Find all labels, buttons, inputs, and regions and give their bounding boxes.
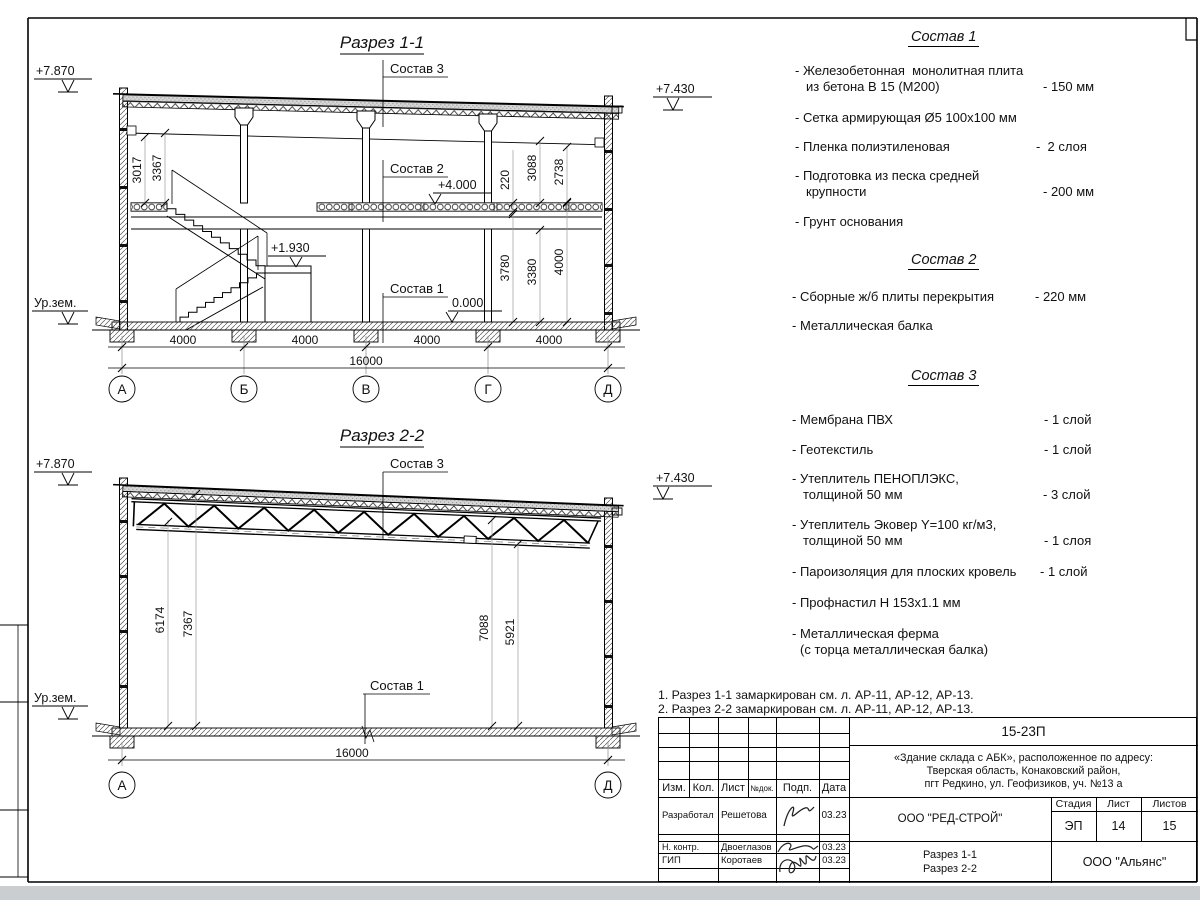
comp1-title: Состав 1 <box>908 29 979 47</box>
tb-project-line1: «Здание склада с АБК», расположенное по адресу: <box>893 751 1154 764</box>
dim-ticks <box>141 129 571 326</box>
elev-4000: +4.000 <box>438 178 477 192</box>
tb-sheets-value: 15 <box>1162 819 1177 833</box>
comp-value: - 150 мм <box>1043 79 1095 94</box>
elev-7430-s1: +7.430 <box>656 82 695 96</box>
comp-item: толщиной 50 мм <box>803 533 903 548</box>
comp-item: - Металлическая балка <box>792 318 933 333</box>
elev-7870-s2: +7.870 <box>36 457 75 471</box>
comp-item: толщиной 50 мм <box>803 487 903 502</box>
dim-3380: 3380 <box>525 258 539 286</box>
tb-role-ncontrol: Н. контр. <box>662 842 700 852</box>
tb-name-developer: Решетова <box>721 810 767 821</box>
tb-col-list: Лист <box>721 782 745 794</box>
tb-project-name <box>849 745 1198 797</box>
comp-value: - 200 мм <box>1043 184 1095 199</box>
side-stamp-partial <box>0 625 28 877</box>
axis-v-s1: В <box>361 382 371 397</box>
dim-4000v: 4000 <box>552 248 566 276</box>
comp-item: - Мембрана ПВХ <box>792 412 893 427</box>
comp-item: - Пленка полиэтиленовая <box>795 139 950 154</box>
comp-item: - Профнастил Н 153х1.1 мм <box>792 595 961 610</box>
comp2-title: Состав 2 <box>908 252 979 270</box>
tb-project-line3: пгт Редкино, ул. Геофизиков, уч. №13 а <box>924 777 1123 790</box>
leader-sostav3-s2: Состав 3 <box>390 456 444 471</box>
comp-item: крупности <box>806 184 867 199</box>
tb-date-gip: 03.23 <box>822 855 846 866</box>
vertical-dims <box>145 132 567 322</box>
axis-d-s1: Д <box>603 382 613 397</box>
tb-col-data: Дата <box>821 782 847 794</box>
tb-org2: ООО "Альянс" <box>1082 855 1167 869</box>
tb-sheet-value: 14 <box>1111 819 1126 833</box>
comp-item: - Утеплитель Эковер Y=100 кг/м3, <box>792 517 997 532</box>
comp-item: - Утеплитель ПЕНОПЛЭКС, <box>792 471 959 486</box>
comp-item: - Геотекстиль <box>792 442 874 457</box>
comp-value: - 1 слой <box>1044 412 1092 427</box>
dim-3367: 3367 <box>150 154 164 182</box>
comp-value: - 3 слой <box>1043 487 1091 502</box>
comp-item: - Железобетонная монолитная плита <box>795 63 1024 78</box>
tb-date-ncontrol: 03.23 <box>822 841 846 853</box>
dim-6174: 6174 <box>153 606 167 634</box>
tb-col-kol: Кол. <box>692 782 715 794</box>
comp-item: из бетона В 15 (М200) <box>806 79 940 94</box>
axis-b-s1: Б <box>239 382 249 397</box>
comp3-title: Состав 3 <box>908 368 979 386</box>
comp-item: - Пароизоляция для плоских кровель <box>792 564 1017 579</box>
dim-7088: 7088 <box>477 614 491 642</box>
note-1: 1. Разрез 1-1 замаркирован см. л. АР-11, АР-12, АР-13. <box>658 688 974 702</box>
dim-3780: 3780 <box>498 254 512 282</box>
title-block <box>658 717 1197 882</box>
comp-value: - 2 слоя <box>1036 139 1087 154</box>
tb-doc-number: 15-23П <box>1001 724 1046 739</box>
dim-2738: 2738 <box>552 158 566 186</box>
tb-sheet-label: Лист <box>1107 798 1130 810</box>
comp-item: - Сборные ж/б плиты перекрытия <box>792 289 995 304</box>
comp-value: - 1 слой <box>1044 442 1092 457</box>
signature-ncontrol-gip <box>774 838 822 882</box>
tb-col-izm: Изм. <box>662 782 686 794</box>
total-dim-s1: 16000 <box>349 354 383 368</box>
section2-title: Разрез 2-2 <box>339 426 425 445</box>
signature-developer <box>778 800 818 832</box>
comp-item: - Подготовка из песка средней <box>795 168 980 183</box>
elev-7870-s1: +7.870 <box>36 64 75 78</box>
tb-col-doc: №док. <box>750 783 774 793</box>
bay-dim-1: 4000 <box>169 333 197 347</box>
comp-value: - 1 слоя <box>1044 533 1092 548</box>
tb-date-developer: 03.23 <box>821 810 847 821</box>
comp-item: (с торца металлическая балка) <box>800 642 989 657</box>
tb-role-gip: ГИП <box>662 855 681 866</box>
page-edge-shadow <box>0 886 1200 900</box>
comp-item: - Грунт основания <box>795 214 904 229</box>
axis-a-s2: А <box>117 778 127 793</box>
dim-3017: 3017 <box>130 156 144 184</box>
total-dim-s2: 16000 <box>335 746 369 760</box>
tb-drawing-name <box>849 841 1051 883</box>
tb-drawing-line2: Разрез 2-2 <box>922 863 977 875</box>
tb-stage-label: Стадия <box>1055 798 1092 810</box>
axis-d-s2: Д <box>603 778 613 793</box>
section1-title: Разрез 1-1 <box>339 33 425 52</box>
axis-a-s1: А <box>117 382 127 397</box>
comp-value: - 1 слой <box>1040 564 1088 579</box>
tb-stage-value: ЭП <box>1064 819 1083 833</box>
leader-sostav1-s1: Состав 1 <box>390 281 444 296</box>
bay-dim-3: 4000 <box>413 333 441 347</box>
comp-item: - Сетка армирующая Ø5 100х100 мм <box>795 110 1017 125</box>
elev-0000: 0.000 <box>452 296 484 310</box>
ground-level-s2: Ур.зем. <box>34 691 77 705</box>
tb-sheets-label: Листов <box>1152 798 1187 810</box>
dim-7367: 7367 <box>181 610 195 638</box>
bay-dim-2: 4000 <box>291 333 319 347</box>
tb-drawing-line1: Разрез 1-1 <box>922 849 977 861</box>
axis-g-s1: Г <box>484 382 492 397</box>
bay-dim-4: 4000 <box>535 333 563 347</box>
dim-5921: 5921 <box>503 618 517 646</box>
tb-role-developer: Разработал <box>662 810 714 821</box>
leader-sostav1-s2: Состав 1 <box>370 678 424 693</box>
leader-sostav3-s1: Состав 3 <box>390 61 444 76</box>
note-2: 2. Разрез 2-2 замаркирован см. л. АР-11, АР-12, АР-13. <box>658 702 974 716</box>
tb-project-line2: Тверская область, Конаковский район, <box>926 764 1121 777</box>
ground-level-s1: Ур.зем. <box>34 296 77 310</box>
comp-item: - Металлическая ферма <box>792 626 939 641</box>
elev-7430-s2: +7.430 <box>656 471 695 485</box>
dim-220: 220 <box>498 169 512 191</box>
tb-name-gip: Коротаев <box>721 855 763 866</box>
tb-org1: ООО "РЕД-СТРОЙ" <box>897 813 1003 825</box>
comp-value: - 220 мм <box>1035 289 1087 304</box>
section-1-1 <box>32 33 712 402</box>
elev-1930: +1.930 <box>271 241 310 255</box>
section-2-2 <box>32 426 712 798</box>
leader-sostav2-s1: Состав 2 <box>390 161 444 176</box>
dim-3088: 3088 <box>525 154 539 182</box>
tb-col-podp: Подп. <box>782 782 813 794</box>
tb-name-ncontrol: Двоеглазов <box>721 841 772 853</box>
